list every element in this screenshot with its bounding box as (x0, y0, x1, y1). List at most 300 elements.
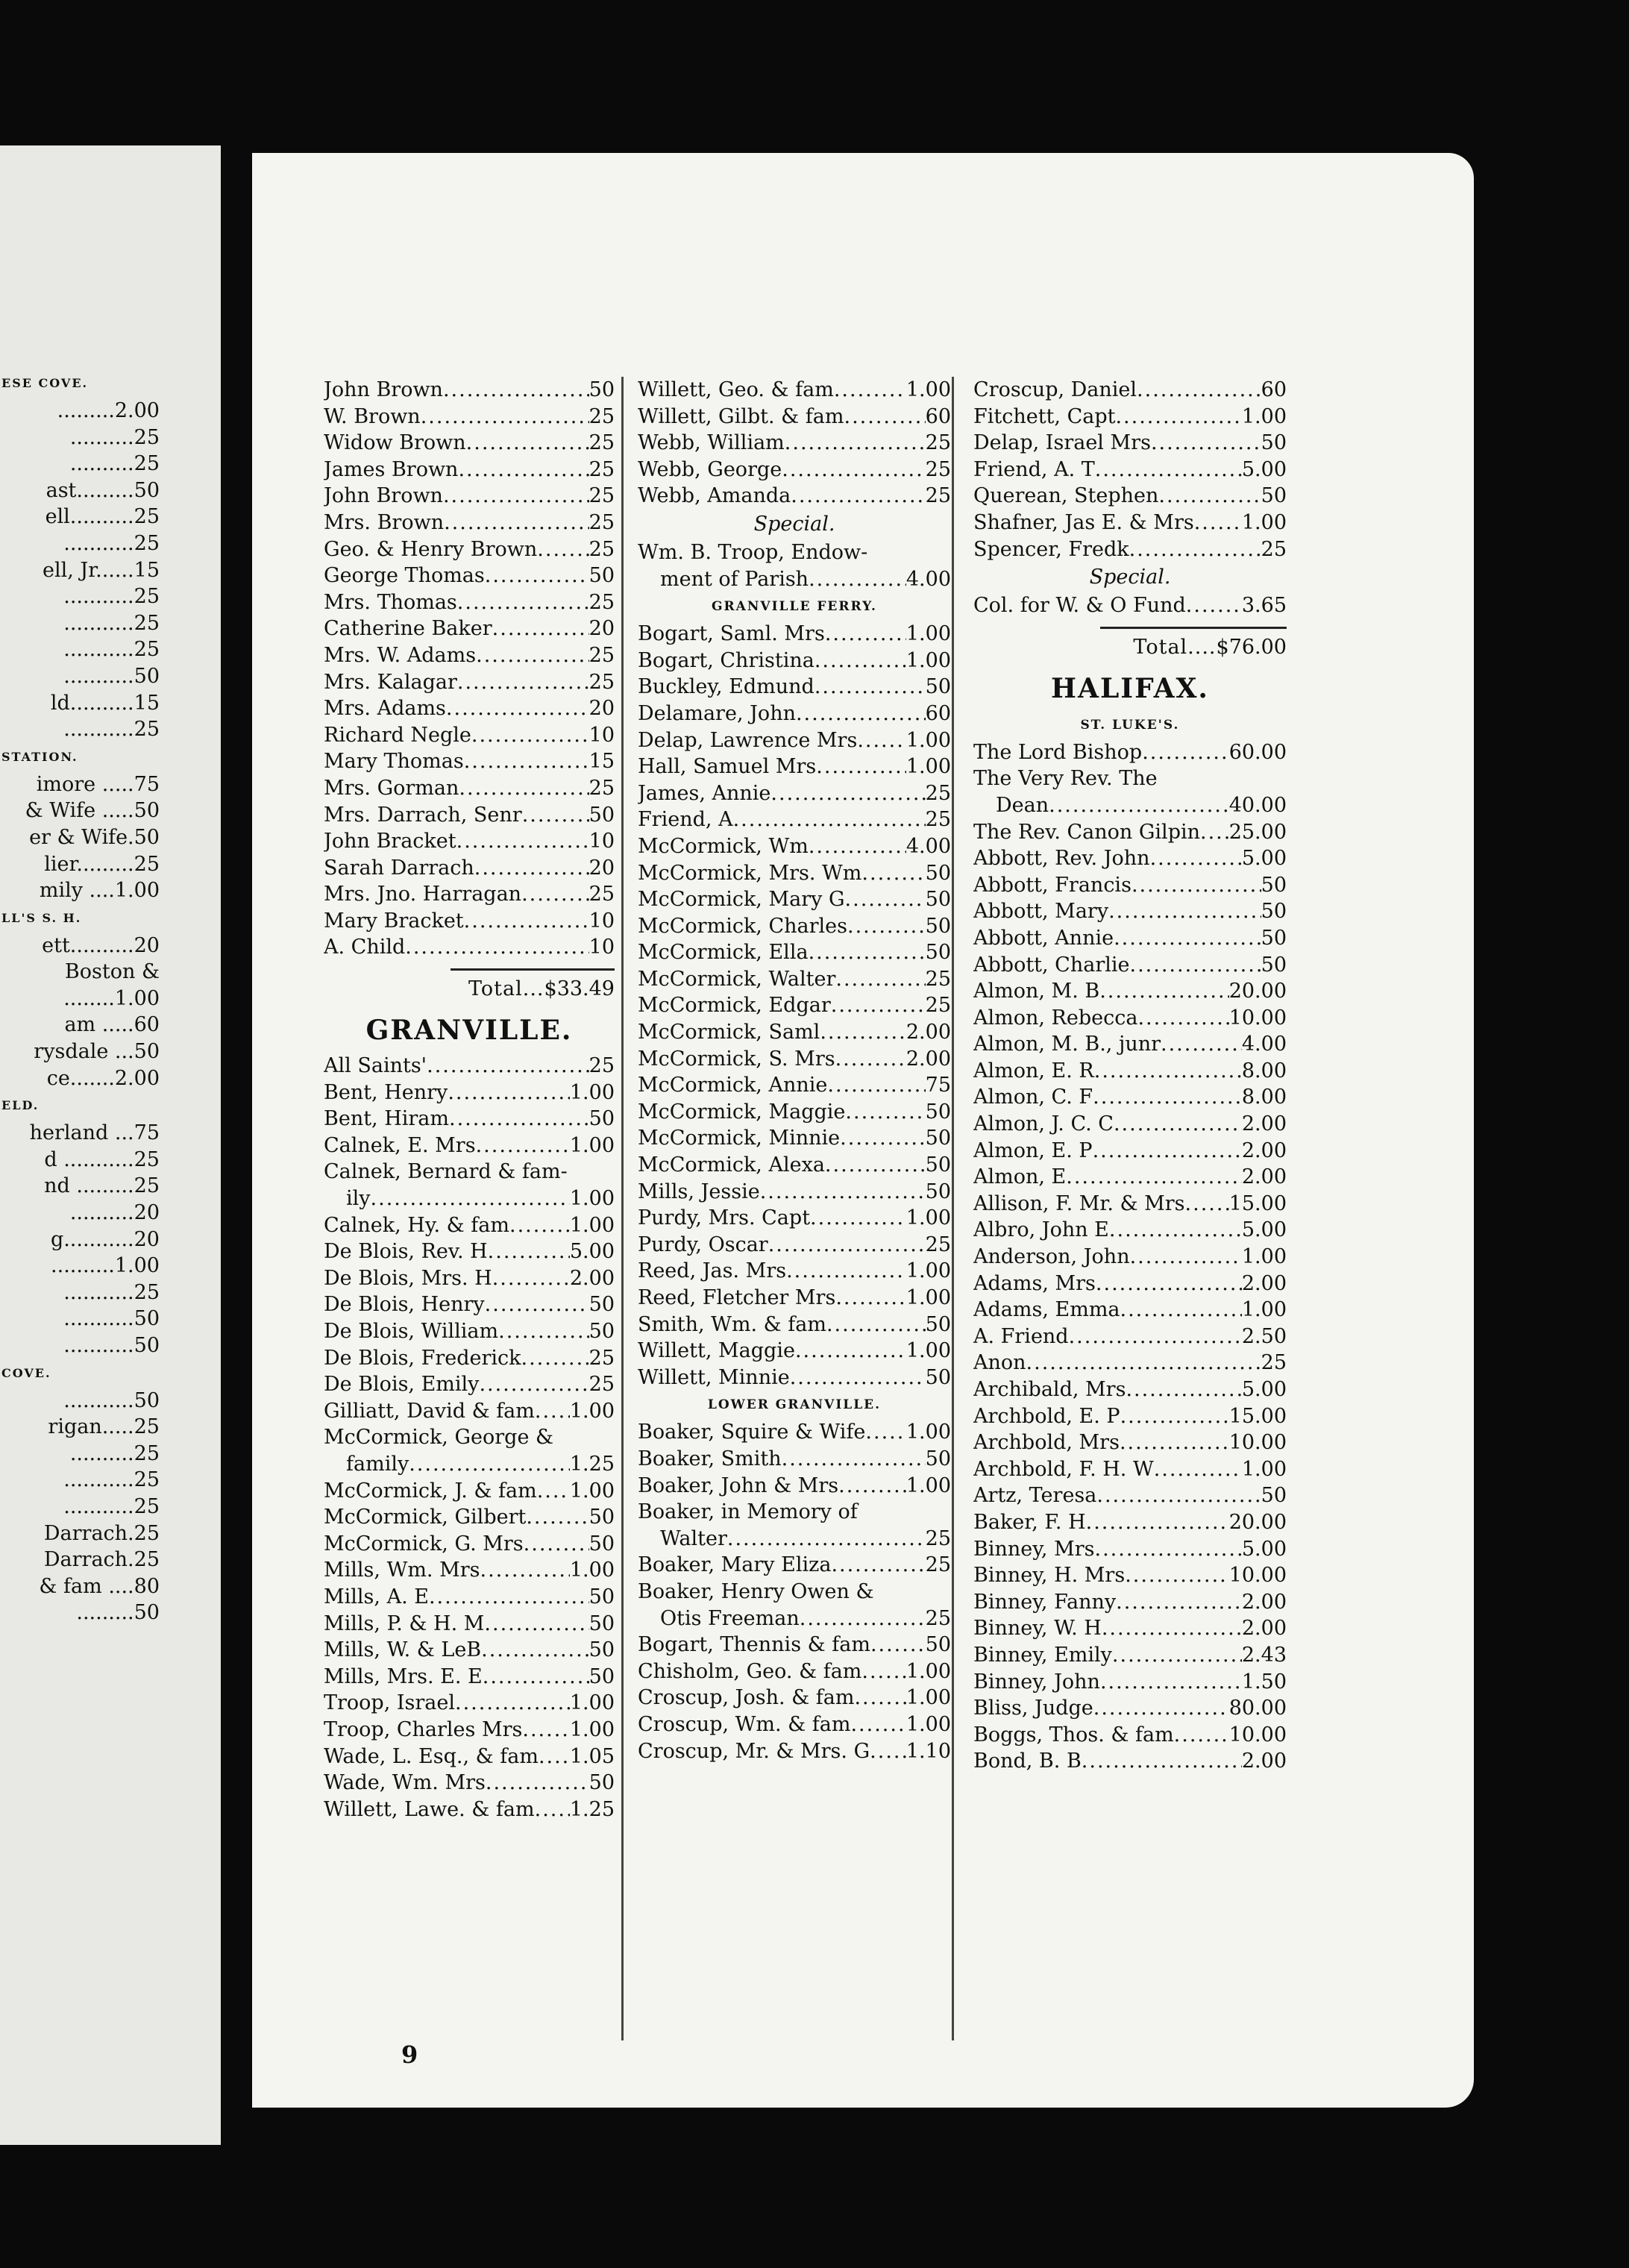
leader-dots (1158, 483, 1261, 510)
leader-dots (444, 510, 589, 536)
entry-name: Purdy, Mrs. Capt (638, 1206, 811, 1230)
entry-amount: 25 (588, 1054, 615, 1078)
entry-amount: 1.00 (569, 1133, 615, 1157)
list-item (973, 1217, 1287, 1244)
entry-amount: 50 (1261, 926, 1287, 950)
entry-name: Binney, Emily (973, 1643, 1112, 1667)
column-3 (973, 377, 1287, 1775)
entry-name: Adams, Mrs (973, 1271, 1096, 1295)
leader-dots (1112, 1642, 1242, 1669)
list-item (324, 855, 615, 882)
entry-name: Mills, A. E (324, 1585, 429, 1608)
entry-name: Otis Freeman (660, 1606, 800, 1630)
list-item (638, 966, 951, 993)
leader-dots (847, 913, 926, 940)
entry-name: McCormick, G. Mrs (324, 1532, 524, 1556)
entry-amount: 4.00 (1241, 1033, 1287, 1056)
leader-dots (1086, 1509, 1229, 1536)
entry-amount: 20 (588, 617, 615, 641)
entry-name: Boaker, John & Mrs (638, 1473, 839, 1497)
entry-amount: 1.00 (905, 1420, 951, 1444)
entry-amount: 1.00 (905, 622, 951, 646)
list-item (973, 510, 1287, 536)
entry-name: Baker, F. H (973, 1510, 1086, 1534)
list-item: ell, Jr......15 (42, 558, 160, 582)
entry-name: Almon, M. B., junr (973, 1033, 1161, 1056)
leader-dots (760, 1179, 926, 1206)
list-item (973, 1350, 1287, 1376)
entry-amount: 5.00 (1241, 457, 1287, 481)
list-item (973, 1482, 1287, 1509)
leader-dots (790, 1365, 926, 1391)
entry-name: Calnek, Hy. & fam (324, 1213, 509, 1237)
leader-dots (1137, 1005, 1228, 1032)
entry-name: McCormick, Mary G (638, 888, 845, 912)
entry-amount: 2.43 (1241, 1643, 1287, 1667)
leader-dots (521, 1345, 589, 1372)
leader-dots (825, 1152, 926, 1179)
entry-name: Mrs. Kalagar (324, 670, 457, 694)
entry-amount: 25 (588, 510, 615, 534)
section-heading: ESE COVE. (1, 376, 89, 390)
leader-dots (835, 1285, 906, 1312)
list-item (638, 727, 951, 754)
entry-name: Wade, Wm. Mrs (324, 1771, 486, 1795)
entry-amount: 1.00 (905, 378, 951, 401)
entry-amount: 1.00 (905, 1339, 951, 1363)
list-item: ..........1.00 (51, 1254, 160, 1278)
entry-amount: 1.00 (1241, 404, 1287, 428)
leader-dots (844, 404, 925, 430)
entry-amount: 60 (925, 701, 951, 725)
entry-amount: 25 (588, 457, 615, 481)
entry-name: Boaker, Smith (638, 1447, 782, 1470)
entry-name: Reed, Jas. Mrs (638, 1259, 787, 1283)
leader-dots (488, 1238, 570, 1265)
list-item: ld..........15 (50, 691, 160, 715)
entry-name: Friend, A. T (973, 457, 1095, 481)
leader-dots (826, 1312, 926, 1338)
section-heading: STATION. (1, 749, 78, 764)
entry-amount: 50 (925, 1100, 951, 1124)
leader-dots (782, 457, 925, 483)
leader-dots (535, 1398, 570, 1425)
entry-name: McCormick, Saml (638, 1021, 820, 1044)
leader-dots (455, 1690, 570, 1717)
entry-amount: 50 (588, 1506, 615, 1529)
list-item: Boston & (64, 960, 160, 984)
entry-name: Croscup, Josh. & fam (638, 1686, 855, 1710)
entry-name: Almon, C. F (973, 1086, 1093, 1109)
leader-dots (840, 1125, 925, 1152)
list-item: & Wife .....50 (25, 799, 160, 823)
entry-amount: 60 (925, 404, 951, 428)
entry-amount: 25 (588, 404, 615, 428)
leader-dots (1186, 592, 1242, 619)
entry-name: Mills, W. & LeB (324, 1638, 482, 1662)
entry-name: Mrs. W. Adams (324, 643, 477, 667)
list-item (973, 1536, 1287, 1563)
entry-amount: 25 (925, 431, 951, 455)
entry-amount: 1.00 (569, 1080, 615, 1104)
list-item (324, 1212, 615, 1239)
entry-amount: 2.00 (1241, 1165, 1287, 1189)
list-item: ...........25 (63, 1494, 160, 1518)
leader-dots (782, 1446, 926, 1473)
leader-dots (809, 566, 906, 593)
entry-name: Archibald, Mrs (973, 1378, 1126, 1401)
list-item: ...........25 (63, 1468, 160, 1492)
leader-dots (1142, 739, 1229, 766)
leader-dots (810, 1205, 906, 1232)
leader-dots (1114, 925, 1261, 952)
list-item (973, 1323, 1287, 1350)
leader-dots (484, 1611, 588, 1638)
list-item: er & Wife.50 (29, 825, 160, 849)
leader-dots (1100, 1669, 1242, 1696)
list-item (324, 1557, 615, 1584)
list-item (973, 1297, 1287, 1323)
list-item (638, 430, 951, 457)
list-item (324, 828, 615, 855)
entry-amount: 2.00 (905, 1021, 951, 1044)
entry-name: Willett, Lawe. & fam (324, 1797, 535, 1821)
entry-name: Boaker, Henry Owen & (638, 1579, 874, 1603)
list-item (324, 1584, 615, 1611)
leader-dots (1066, 1164, 1242, 1191)
list-item (973, 1589, 1287, 1616)
entry-amount: 1.25 (569, 1452, 615, 1476)
leader-dots (492, 1265, 570, 1292)
entry-name: Spencer, Fredk (973, 537, 1129, 561)
list-item (973, 1456, 1287, 1483)
entry-amount: 2.00 (569, 1266, 615, 1290)
entry-name: Dean (996, 793, 1049, 817)
entry-name: De Blois, Mrs. H (324, 1266, 492, 1290)
leader-dots (1130, 952, 1261, 979)
list-item: ...........50 (63, 1334, 160, 1357)
entry-name: Hall, Samuel Mrs (638, 755, 817, 779)
list-item (324, 1744, 615, 1770)
leader-dots (1131, 872, 1261, 899)
list-item (638, 1046, 951, 1073)
leader-dots (1137, 377, 1261, 404)
entry-amount: 2.00 (905, 1047, 951, 1071)
entry-amount: 1.00 (905, 1286, 951, 1309)
entry-name: Almon, Rebecca (973, 1006, 1138, 1030)
entry-name: Abbott, Annie (973, 926, 1114, 950)
entry-name: Boaker, Squire & Wife (638, 1420, 866, 1444)
leader-dots (1108, 898, 1261, 925)
leader-dots (481, 1637, 589, 1664)
leader-dots (733, 806, 926, 833)
leader-dots (421, 404, 589, 430)
total-value: $33.49 (544, 977, 615, 1001)
entry-amount: 25 (588, 590, 615, 614)
entry-name: Abbott, Francis (973, 873, 1131, 897)
entry-name: Almon, E (973, 1165, 1067, 1189)
leader-dots (486, 1770, 589, 1796)
leader-dots (845, 1099, 925, 1126)
leader-dots (521, 881, 589, 908)
entry-amount: 20 (588, 697, 615, 721)
leader-dots (1120, 1297, 1242, 1323)
list-item (638, 886, 951, 913)
entry-amount: 2.00 (1241, 1590, 1287, 1614)
list-item (638, 1685, 951, 1711)
leader-dots (446, 695, 589, 722)
leader-dots (1151, 430, 1261, 457)
entry-name: De Blois, Henry (324, 1293, 485, 1317)
list-item (324, 1770, 615, 1796)
list-item (973, 1111, 1287, 1138)
list-item (638, 1258, 951, 1285)
list-item (638, 1152, 951, 1179)
entry-amount: 10.00 (1228, 1431, 1287, 1455)
entry-amount: 1.00 (905, 1473, 951, 1497)
entry-name: Binney, Fanny (973, 1590, 1117, 1614)
leader-dots (795, 1338, 906, 1365)
list-item (324, 1185, 615, 1212)
entry-amount: 1.00 (905, 755, 951, 779)
entry-name: Bond, B. B (973, 1749, 1082, 1773)
list-item: ast.........50 (45, 478, 160, 502)
list-item (973, 925, 1287, 952)
entry-amount: 10 (588, 723, 615, 747)
leader-dots (835, 1046, 906, 1073)
list-item: ...........25 (63, 531, 160, 555)
entry-amount: 75 (925, 1074, 951, 1097)
entry-name: Mrs. Adams (324, 697, 446, 721)
list-item (324, 1238, 615, 1265)
entry-amount: 25 (925, 994, 951, 1018)
entry-name: Mary Thomas (324, 750, 464, 774)
entry-name: Croscup, Wm. & fam (638, 1712, 851, 1736)
entry-name: Mary Bracket (324, 909, 464, 933)
list-item (638, 1312, 951, 1338)
list-item (973, 404, 1287, 430)
entry-amount: 25 (925, 1526, 951, 1550)
list-item (638, 1232, 951, 1259)
section-heading: LOWER GRANVILLE. (707, 1397, 882, 1413)
entry-name: Willett, Geo. & fam (638, 378, 834, 401)
entry-name: Almon, J. C. C (973, 1112, 1114, 1136)
list-item: ...........25 (63, 611, 160, 635)
entry-name: Mills, Mrs. E. E (324, 1664, 483, 1688)
list-item (973, 978, 1287, 1005)
entry-amount: 20 (588, 856, 615, 880)
list-item (973, 1615, 1287, 1642)
list-item (324, 1478, 615, 1505)
entry-name: Artz, Teresa (973, 1484, 1097, 1508)
entry-name: Walter (660, 1526, 727, 1550)
list-item (973, 1164, 1287, 1191)
entry-amount: 10 (588, 909, 615, 933)
leader-dots (535, 1796, 570, 1823)
entry-name: Calnek, E. Mrs (324, 1133, 476, 1157)
list-item (638, 1473, 951, 1500)
list-item (638, 939, 951, 966)
list-item (638, 1205, 951, 1232)
entry-amount: 50 (1261, 1484, 1287, 1508)
leader-dots (820, 1019, 906, 1046)
entry-name: Almon, E. R (973, 1059, 1094, 1083)
leader-dots (1185, 1191, 1229, 1218)
leader-dots (476, 1133, 570, 1159)
list-item (638, 1099, 951, 1126)
entry-amount: 2.00 (1241, 1112, 1287, 1136)
entry-amount: 50 (588, 1638, 615, 1662)
list-item (638, 404, 951, 430)
list-item: .........2.00 (57, 399, 160, 422)
list-item (324, 483, 615, 510)
list-item (324, 695, 615, 722)
entry-name: Webb, William (638, 431, 785, 455)
list-item (324, 1637, 615, 1664)
entry-amount: 10.00 (1228, 1723, 1287, 1747)
leader-dots (845, 886, 926, 913)
list-item (973, 1058, 1287, 1085)
entry-amount: 50 (588, 1107, 615, 1131)
entry-name: Buckley, Edmund (638, 675, 814, 699)
leader-dots (1093, 1138, 1242, 1165)
section-heading: HALIFAX. (1051, 672, 1209, 704)
entry-amount: 1.00 (905, 1686, 951, 1710)
entry-amount: 1.25 (569, 1797, 615, 1821)
list-item (638, 1072, 951, 1099)
entry-amount: 1.00 (1241, 510, 1287, 534)
list-item: rigan.....25 (48, 1415, 160, 1439)
total-label: Total... (468, 977, 544, 1001)
entry-amount: 25 (588, 883, 615, 906)
leader-dots (1150, 845, 1242, 872)
list-item (324, 748, 615, 775)
leader-dots (526, 1504, 588, 1531)
entry-amount: 2.00 (1241, 1617, 1287, 1641)
list-item (638, 674, 951, 701)
entry-amount: 25 (925, 781, 951, 805)
leader-dots (1126, 1376, 1241, 1403)
entry-name: A. Child (324, 936, 406, 959)
list-item (324, 1345, 615, 1372)
entry-amount: 15.00 (1228, 1191, 1287, 1215)
entry-name: Bent, Hiram (324, 1107, 450, 1131)
leader-dots (524, 1531, 589, 1558)
entry-amount: 50 (588, 1585, 615, 1608)
entry-amount: 80.00 (1228, 1697, 1287, 1720)
entry-name: Col. for W. & O Fund (973, 594, 1186, 618)
leader-dots (1093, 1084, 1242, 1111)
entry-name: Mrs. Gorman (324, 776, 459, 800)
leader-dots (1125, 1562, 1229, 1589)
entry-name: Bliss, Judge (973, 1697, 1093, 1720)
list-item (973, 872, 1287, 899)
leader-dots (457, 669, 589, 696)
entry-amount: 50 (925, 941, 951, 965)
leader-dots (457, 589, 589, 616)
leader-dots (854, 1685, 905, 1711)
leader-dots (1120, 1403, 1229, 1430)
list-item (324, 615, 615, 642)
list-item (638, 1552, 951, 1579)
list-item (638, 701, 951, 727)
entry-name: ily (346, 1187, 371, 1211)
left-page-columns (0, 145, 221, 1626)
leader-dots (449, 1106, 589, 1133)
list-item: ...........25 (63, 585, 160, 609)
list-item (973, 592, 1287, 619)
list-item (324, 669, 615, 696)
entry-name: Willett, Minnie (638, 1365, 790, 1389)
list-item (324, 1159, 615, 1185)
list-item (324, 1796, 615, 1823)
list-item (638, 833, 951, 860)
list-item (324, 589, 615, 616)
entry-amount: 50 (1261, 484, 1287, 508)
leader-dots (1094, 1536, 1241, 1563)
column-divider (621, 377, 624, 2040)
list-item (638, 1632, 951, 1658)
entry-amount: 4.00 (905, 567, 951, 591)
entry-amount: 50 (925, 914, 951, 938)
leader-dots (1099, 978, 1229, 1005)
entry-amount: 25 (588, 431, 615, 455)
leader-dots (522, 1717, 569, 1744)
entry-name: Purdy, Oscar (638, 1232, 768, 1256)
ledger-page (252, 153, 1474, 2108)
list-item: & fam ....80 (39, 1574, 160, 1598)
entry-amount: 1.00 (905, 728, 951, 752)
list-item (324, 1717, 615, 1744)
entry-amount: 50 (588, 1532, 615, 1556)
list-item: lier.........25 (44, 852, 160, 876)
entry-name: McCormick, Maggie (638, 1100, 846, 1124)
leader-dots (809, 833, 906, 860)
entry-amount: 25 (1261, 1351, 1287, 1375)
list-item: mily ....1.00 (39, 879, 160, 903)
entry-name: McCormick, Gilbert (324, 1506, 527, 1529)
list-item (324, 1664, 615, 1691)
entry-name: George Thomas (324, 564, 485, 588)
list-item: nd .........25 (44, 1174, 160, 1198)
section-heading: LL'S S. H. (1, 910, 82, 925)
entry-amount: 50 (588, 1664, 615, 1688)
list-item (638, 1019, 951, 1046)
spacer (0, 145, 221, 369)
list-item (638, 457, 951, 483)
leader-dots (791, 483, 925, 510)
list-item (638, 913, 951, 940)
leader-dots (834, 377, 906, 404)
entry-amount: 25 (925, 1553, 951, 1577)
leader-dots (831, 992, 926, 1019)
entry-name: Delamare, John (638, 701, 796, 725)
list-item (324, 1053, 615, 1080)
entry-amount: 60 (1261, 378, 1287, 401)
entry-name: Gilliatt, David & fam (324, 1399, 535, 1423)
entry-amount: 50 (588, 1320, 615, 1343)
entry-amount: 4.00 (905, 834, 951, 858)
leader-dots (492, 615, 589, 642)
leader-dots (814, 648, 906, 674)
list-item (638, 1738, 951, 1765)
entry-name: Wade, L. Esq., & fam (324, 1744, 539, 1768)
leader-dots (1095, 457, 1242, 483)
entry-amount: 5.00 (1241, 1218, 1287, 1242)
entry-name: Querean, Stephen (973, 484, 1159, 508)
entry-name: A. Friend (973, 1324, 1069, 1348)
list-item (324, 1371, 615, 1398)
